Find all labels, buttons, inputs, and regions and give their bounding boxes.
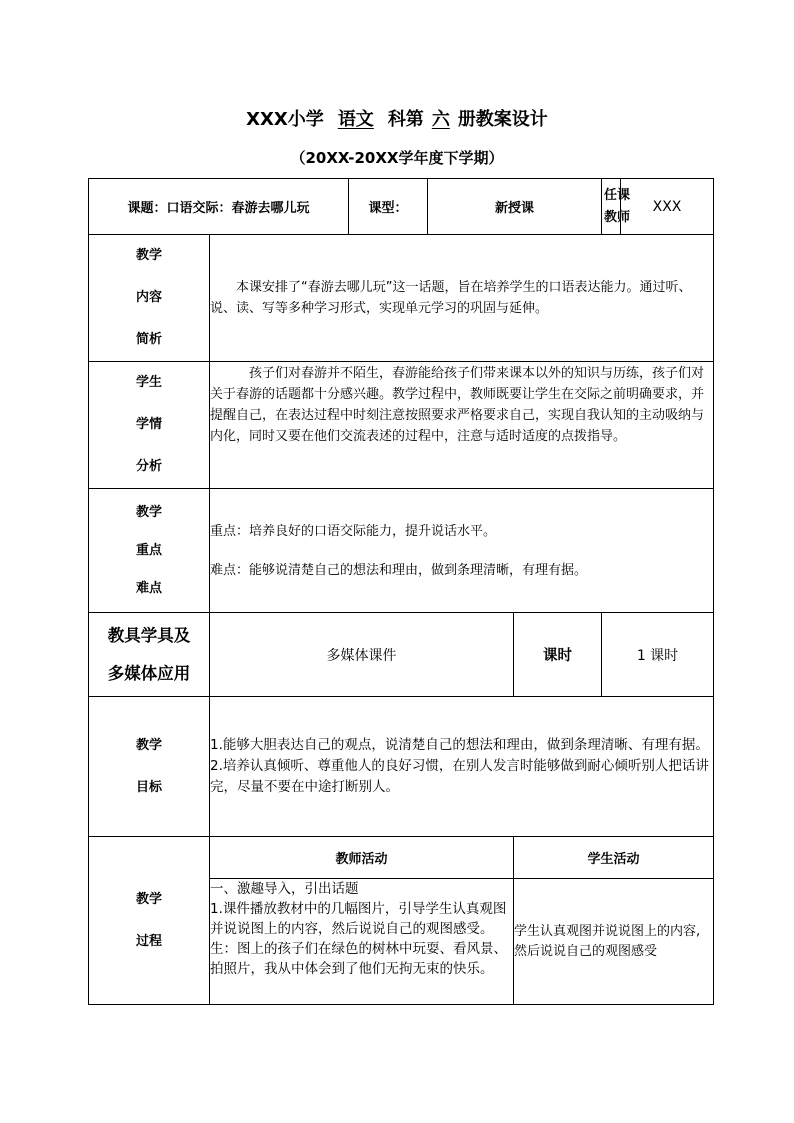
key-points-cell (210, 489, 714, 613)
type-label-cell: 课型： (349, 179, 428, 235)
student-analysis-text: 孩子们对春游并不陌生，春游能给孩子们带来课本以外的知识与历练，孩子们对关于春游的话题都十分感兴趣。教学过程中，教师既要让学生在交际之前明确要求，并提醒自己，在表达过程中时刻注意按照要求严格要求自己，实现自我认知的主动吸纳与内化，同时又要在他们交流表述的过程中，注意与适时适度的点拨指导。 (210, 362, 714, 489)
title-subject: 语文 (337, 109, 374, 130)
hours-label: 课时 (514, 613, 602, 697)
hours-value: 1 课时 (602, 613, 714, 697)
process-header-row (89, 837, 714, 879)
content-summary-label: 教学 内容 简析 (89, 235, 210, 362)
title-middle: 科第 (387, 109, 424, 130)
teacher-label: 任课教师 (604, 187, 631, 225)
page-title (0, 106, 794, 134)
content-summary-row (89, 235, 714, 362)
title-school: XXX小学 (246, 109, 324, 130)
type-value-cell: 新授课 (428, 179, 602, 235)
student-analysis-label: 学生 学情 分析 (89, 362, 210, 489)
tools-row (89, 613, 714, 697)
key-points-label: 教学 重点 难点 (89, 489, 210, 613)
teacher-value-cell: XXX (621, 179, 714, 235)
topic-label: 课题： (127, 201, 167, 216)
title-suffix: 册教案设计 (457, 109, 548, 130)
header-row (89, 179, 714, 235)
teacher-activity-line: 1.课件播放教材中的几幅图片，引导学生认真观图并说说图上的内容，然后说说自己的观图感受。 (210, 901, 507, 937)
content-summary-text: 本课安排了“春游去哪儿玩”这一话题，旨在培养学生的口语表达能力。通过听、说、读、写等多种学习形式，实现单元学习的巩固与延伸。 (210, 235, 714, 362)
objectives-cell (210, 697, 714, 837)
key-points-row (89, 489, 714, 613)
teacher-activity-line: 一、激趣导入，引出话题 (210, 881, 359, 897)
student-activity-header: 学生活动 (514, 837, 714, 879)
objectives-label: 教学 目标 (89, 697, 210, 837)
student-activity-cell: 学生认真观图并说说图上的内容,然后说说自己的观图感受 (514, 879, 714, 1005)
objective-item: 2.培养认真倾听、尊重他人的良好习惯，在别人发言时能够做到耐心倾听别人把话讲完，尽量不要在中途打断别人。 (210, 758, 709, 795)
key-point-text: 重点：培养良好的口语交际能力，提升说话水平。 (210, 523, 497, 539)
page-subtitle: （20XX-20XX学年度下学期） (290, 149, 504, 167)
tools-label: 教具学具及 多媒体应用 (89, 613, 210, 697)
tools-value: 多媒体课件 (210, 613, 514, 697)
difficult-point-text: 难点：能够说清楚自己的想法和理由，做到条理清晰，有理有据。 (210, 562, 588, 578)
teacher-activity-line: 生：图上的孩子们在绿色的树林中玩耍、看风景、拍照片，我从中体会到了他们无拘无束的快乐。 (210, 941, 507, 977)
objective-item: 1.能够大胆表达自己的观点，说清楚自己的想法和理由，做到条理清晰、有理有据。 (210, 737, 709, 753)
teacher-activity-header: 教师活动 (210, 837, 514, 879)
title-volume: 六 (431, 109, 450, 130)
topic-cell (89, 179, 349, 235)
teacher-activity-cell (210, 879, 514, 1005)
teacher-label-cell (602, 179, 631, 235)
topic-value: 口语交际：春游去哪儿玩 (166, 201, 310, 216)
objectives-row (89, 697, 714, 837)
lesson-plan-table (88, 178, 714, 1005)
student-analysis-row (89, 362, 714, 489)
process-label: 教学 过程 (89, 837, 210, 1005)
